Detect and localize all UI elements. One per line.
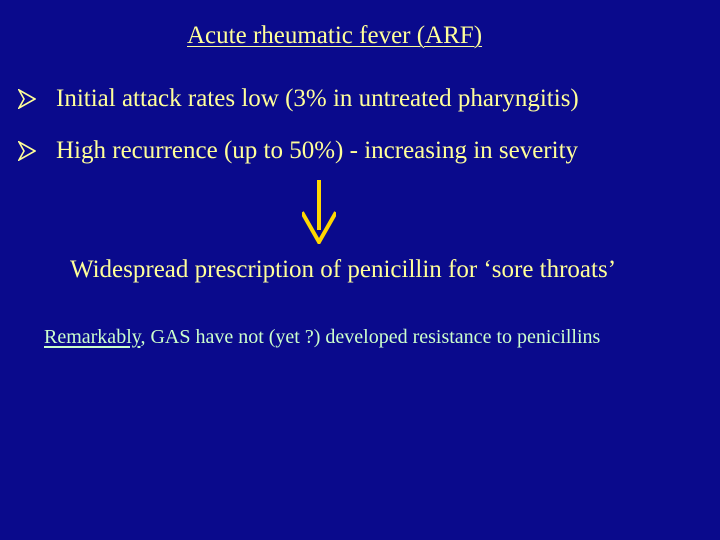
down-arrow-icon bbox=[302, 180, 336, 244]
footnote bbox=[44, 326, 600, 349]
arrowhead-bullet-icon bbox=[18, 89, 36, 109]
footnote-text: , GAS have not (yet ?) developed resistance to penicillins bbox=[140, 326, 601, 348]
bullet-item bbox=[18, 85, 579, 113]
bullet-text: High recurrence (up to 50%) - increasing in severity bbox=[56, 137, 579, 164]
bullet-text: Initial attack rates low (3% in untreated pharyngitis) bbox=[56, 85, 579, 112]
slide-title: Acute rheumatic fever (ARF) bbox=[187, 22, 483, 49]
bullet-item bbox=[18, 137, 578, 165]
footnote-emphasis: Remarkably bbox=[44, 326, 141, 348]
arrowhead-bullet-icon bbox=[18, 141, 36, 161]
consequence-text: Widespread prescription of penicillin for ‘sore throats’ bbox=[70, 256, 617, 283]
